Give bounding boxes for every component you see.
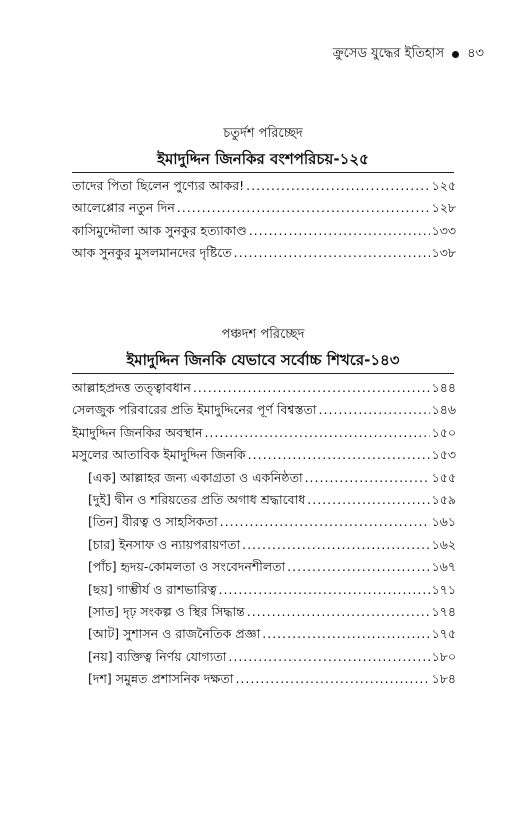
entry-page: ১৭৪ [431, 603, 456, 619]
toc-subentry[interactable] [72, 671, 456, 693]
dot-leader [246, 178, 429, 193]
entry-title: কাসিমুদ্দৌলা আক সুনকুর হত্যাকাণ্ড [72, 222, 247, 238]
dot-leader [307, 492, 429, 507]
entry-page: ১৬১ [431, 514, 456, 530]
toc-subentry[interactable] [72, 514, 456, 536]
entry-title: [এক] আল্লাহর জন্য একাগ্রতা ও একনিষ্ঠতা [88, 469, 303, 485]
toc-list [72, 178, 456, 268]
entry-title: [সাত] দৃঢ় সংকল্প ও স্থির সিদ্ধান্ত [88, 603, 245, 619]
chapter-title: ইমাদুদ্দিন জিনকি যেভাবে সর্বোচ্চ শিখরে-১৪৩ [126, 351, 400, 369]
dot-leader [234, 245, 430, 260]
entry-page: ১৬৭ [431, 559, 456, 575]
entry-page: ১৩৮ [431, 245, 456, 261]
entry-title: ইমাদুদ্দিন জিনকির অবস্থান [72, 424, 203, 440]
dot-leader [220, 514, 430, 529]
toc-subentry[interactable] [72, 604, 456, 626]
entry-page: ১৪৪ [431, 380, 456, 395]
divider [72, 373, 454, 374]
dot-leader [248, 447, 430, 462]
toc-entry[interactable] [72, 447, 456, 469]
toc-entry[interactable] [72, 223, 456, 245]
page-number: ৪৩ [467, 46, 484, 61]
entry-title: [পাঁচ] হৃদয়-কোমলতা ও সংবেদনশীলতা [88, 559, 286, 575]
entry-title: মসুলের আতাবিক ইমাদুদ্দিন জিনকি [72, 447, 246, 463]
toc-list [72, 380, 456, 693]
toc-entry[interactable] [72, 178, 456, 200]
dot-leader [319, 402, 430, 417]
entry-title: [নয়] ব্যক্তিত্ব নির্ণয় যোগ্যতা [88, 648, 227, 664]
toc-subentry[interactable] [72, 537, 456, 559]
entry-title: আক সুনকুর মুসলমানদের দৃষ্টিতে [72, 245, 232, 261]
toc-entry[interactable] [72, 402, 456, 424]
dot-leader [235, 671, 429, 686]
dot-leader [242, 537, 430, 552]
entry-title: [ছয়] গাম্ভীর্য ও রাশভারিত্ব [88, 581, 217, 597]
entry-title: [দুই] দ্বীন ও শরিয়তের প্রতি অগাধ শ্রদ্ধাবোধ [88, 491, 306, 507]
entry-page: ১৬২ [431, 536, 456, 552]
toc-subentry[interactable] [72, 649, 456, 671]
toc-subentry[interactable] [72, 559, 456, 581]
entry-title: [চার] ইনসাফ ও ন্যায়পরায়ণতা [88, 536, 241, 552]
dot-leader [249, 223, 430, 238]
toc-entry[interactable] [72, 245, 456, 267]
entry-page: ১২৫ [431, 178, 456, 193]
toc-entry[interactable] [72, 425, 456, 447]
bullet-separator [452, 51, 459, 58]
entry-page: ১৫৩ [431, 447, 456, 463]
entry-title: তাদের পিতা ছিলেন পুণ্যের আকর! [72, 178, 245, 193]
entry-title: [তিন] বীরত্ব ও সাহসিকতা [88, 514, 218, 530]
book-title: ক্রুসেড যুদ্ধের ইতিহাস [332, 46, 445, 61]
entry-title: সেলজুক পরিবারের প্রতি ইমাদুদ্দিনের পূর্ণ বিশ্বস্ততা [72, 402, 317, 418]
toc-entry[interactable] [72, 200, 456, 222]
running-header [333, 44, 484, 65]
entry-page: ১৫৯ [431, 491, 456, 507]
entry-title: আলেপ্পোর নতুন দিন [72, 200, 175, 216]
dot-leader [193, 380, 430, 395]
dot-leader [287, 559, 429, 574]
entry-page: ১৫০ [431, 424, 456, 440]
entry-page: ১৫৫ [431, 469, 456, 485]
toc-subentry[interactable] [72, 470, 456, 492]
entry-page: ১৭৫ [431, 626, 456, 642]
entry-page: ১৪৬ [431, 402, 456, 418]
entry-title: আল্লাহপ্রদত্ত তত্ত্বাবধান [72, 380, 191, 395]
toc-subentry[interactable] [72, 626, 456, 648]
dot-leader [262, 626, 429, 641]
dot-leader [218, 582, 429, 597]
entry-title: [আট] সুশাসন ও রাজনৈতিক প্রজ্ঞা [88, 626, 261, 642]
entry-title: [দশ] সমুন্নত প্রশাসনিক দক্ষতা [88, 671, 234, 687]
entry-page: ১৮৪ [431, 671, 456, 687]
entry-page: ১২৮ [431, 200, 456, 216]
chapter-title: ইমাদুদ্দিন জিনকির বংশপরিচয়-১২৫ [157, 150, 369, 168]
dot-leader [204, 425, 429, 440]
dot-leader [177, 200, 430, 215]
entry-page: ১৩৩ [431, 222, 456, 238]
chapter-label: পঞ্চদশ পরিচ্ছেদ [221, 327, 305, 342]
divider [72, 172, 454, 173]
dot-leader [247, 604, 430, 619]
toc-entry[interactable] [72, 380, 456, 402]
entry-page: ১৭১ [431, 581, 456, 597]
dot-leader [228, 649, 429, 664]
chapter-label: চতুর্দশ পরিচ্ছেদ [223, 126, 303, 141]
toc-subentry[interactable] [72, 582, 456, 604]
dot-leader [305, 470, 430, 485]
toc-subentry[interactable] [72, 492, 456, 514]
entry-page: ১৮০ [431, 648, 456, 664]
